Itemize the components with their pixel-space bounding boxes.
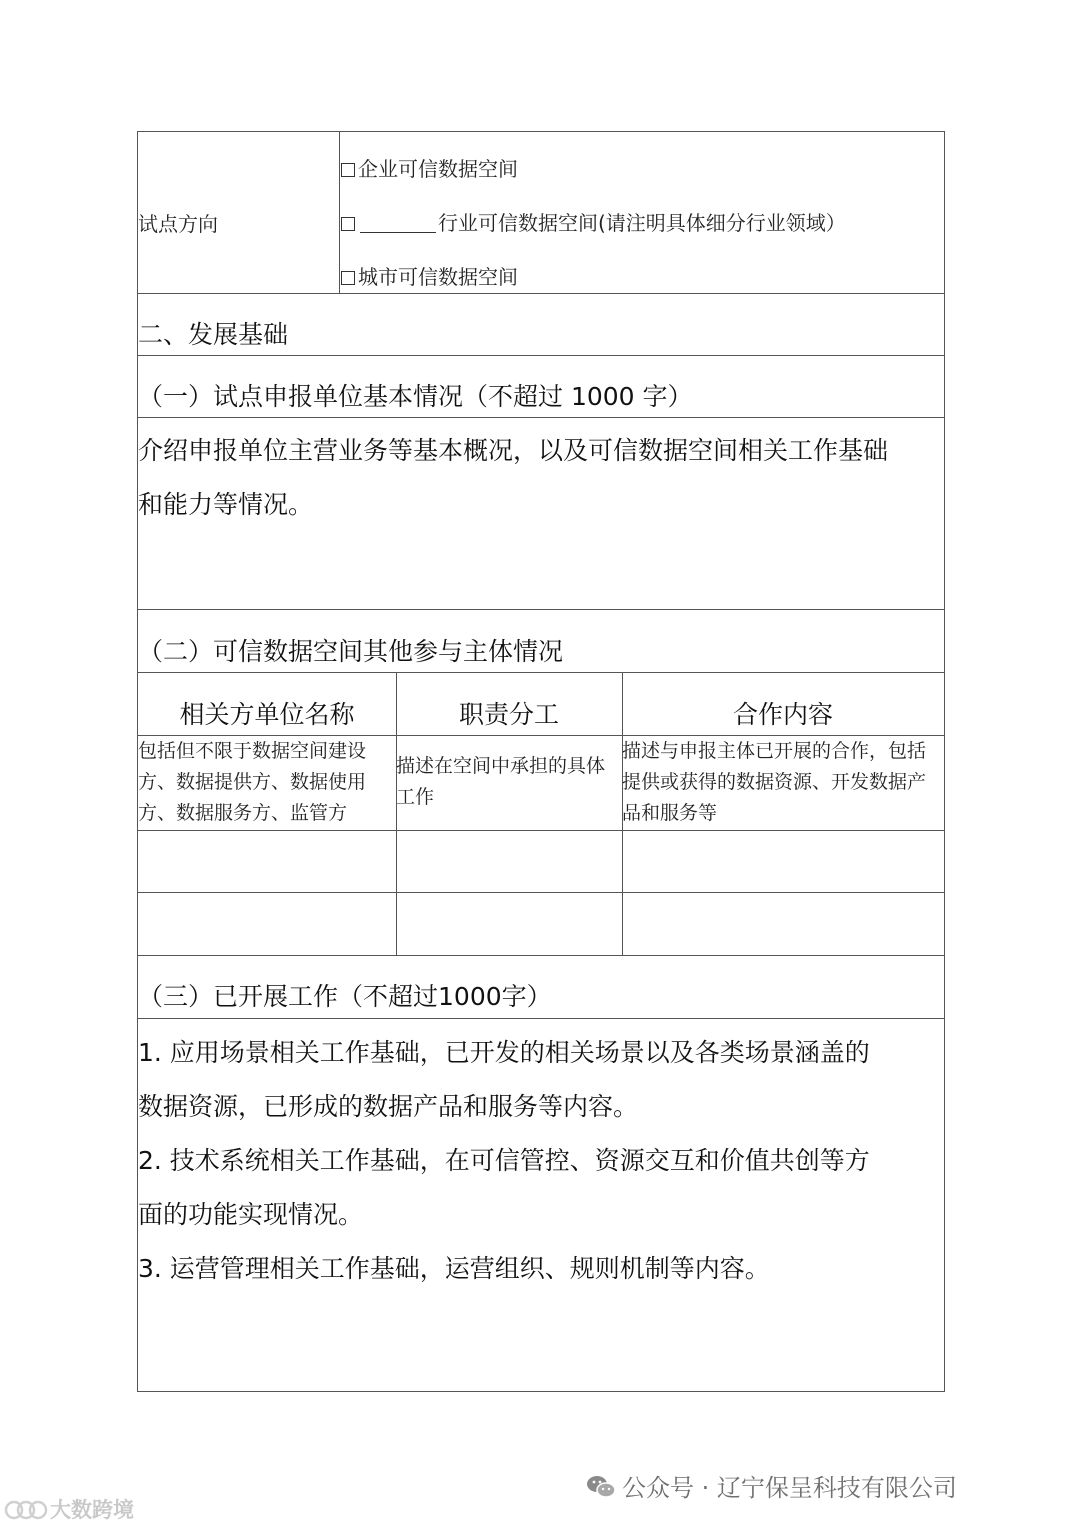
participant-unit-hint: 包括但不限于数据空间建设方、数据提供方、数据使用方、数据服务方、监管方	[138, 740, 367, 824]
wechat-icon	[586, 1474, 616, 1500]
checkbox-icon[interactable]	[341, 217, 355, 231]
completed-work-instructions: 1. 应用场景相关工作基础，已开发的相关场景以及各类场景涵盖的 数据资源，已形成的数据产品和服务等内容。 2. 技术系统相关工作基础，在可信管控、资源交互和价值共创等方 面的功能实现情况。 3. 运营管理相关工作基础，运营组织、规则机制等内容。	[138, 1038, 870, 1283]
subsection-title-participants: （二）可信数据空间其他参与主体情况	[138, 637, 564, 666]
column-header-responsibility: 职责分工	[458, 700, 559, 729]
row-divider	[138, 892, 944, 893]
subsection-title-completed-work: （三）已开展工作（不超过1000字）	[138, 982, 552, 1011]
option-enterprise[interactable]: 企业可信数据空间	[341, 153, 518, 182]
row-divider	[138, 417, 944, 418]
row-divider	[138, 1018, 944, 1019]
section-title-development-basis: 二、发展基础	[138, 320, 289, 349]
row-divider	[138, 955, 944, 956]
row-divider	[138, 293, 944, 294]
column-header-unit-name: 相关方单位名称	[179, 700, 355, 729]
option-industry[interactable]: 行业可信数据空间(请注明具体细分行业领域）	[341, 207, 846, 236]
logo-icon	[4, 1498, 48, 1522]
row-divider	[138, 830, 944, 831]
row-divider	[138, 609, 944, 610]
checkbox-icon[interactable]	[341, 163, 355, 177]
checkbox-icon[interactable]	[341, 271, 355, 285]
option-city[interactable]: 城市可信数据空间	[341, 261, 518, 290]
participant-role-hint: 描述在空间中承担的具体工作	[396, 755, 606, 808]
corner-watermark: 大数跨境	[4, 1494, 134, 1524]
wechat-account-watermark: 公众号 · 辽宁保呈科技有限公司	[586, 1468, 957, 1503]
subsection-title-unit-basics: （一）试点申报单位基本情况（不超过 1000 字）	[138, 382, 693, 411]
fill-in-blank[interactable]	[360, 214, 436, 233]
column-header-cooperation: 合作内容	[732, 700, 833, 729]
participant-cooperation-hint: 描述与申报主体已开展的合作，包括提供或获得的数据资源、开发数据产品和服务等	[622, 740, 927, 824]
unit-basics-instructions: 介绍申报单位主营业务等基本概况，以及可信数据空间相关工作基础 和能力等情况。	[138, 436, 889, 519]
row-divider	[138, 672, 944, 673]
pilot-direction-label: 试点方向	[138, 212, 218, 236]
application-form-table	[137, 131, 945, 1392]
row-divider	[138, 355, 944, 356]
column-divider	[339, 132, 340, 293]
